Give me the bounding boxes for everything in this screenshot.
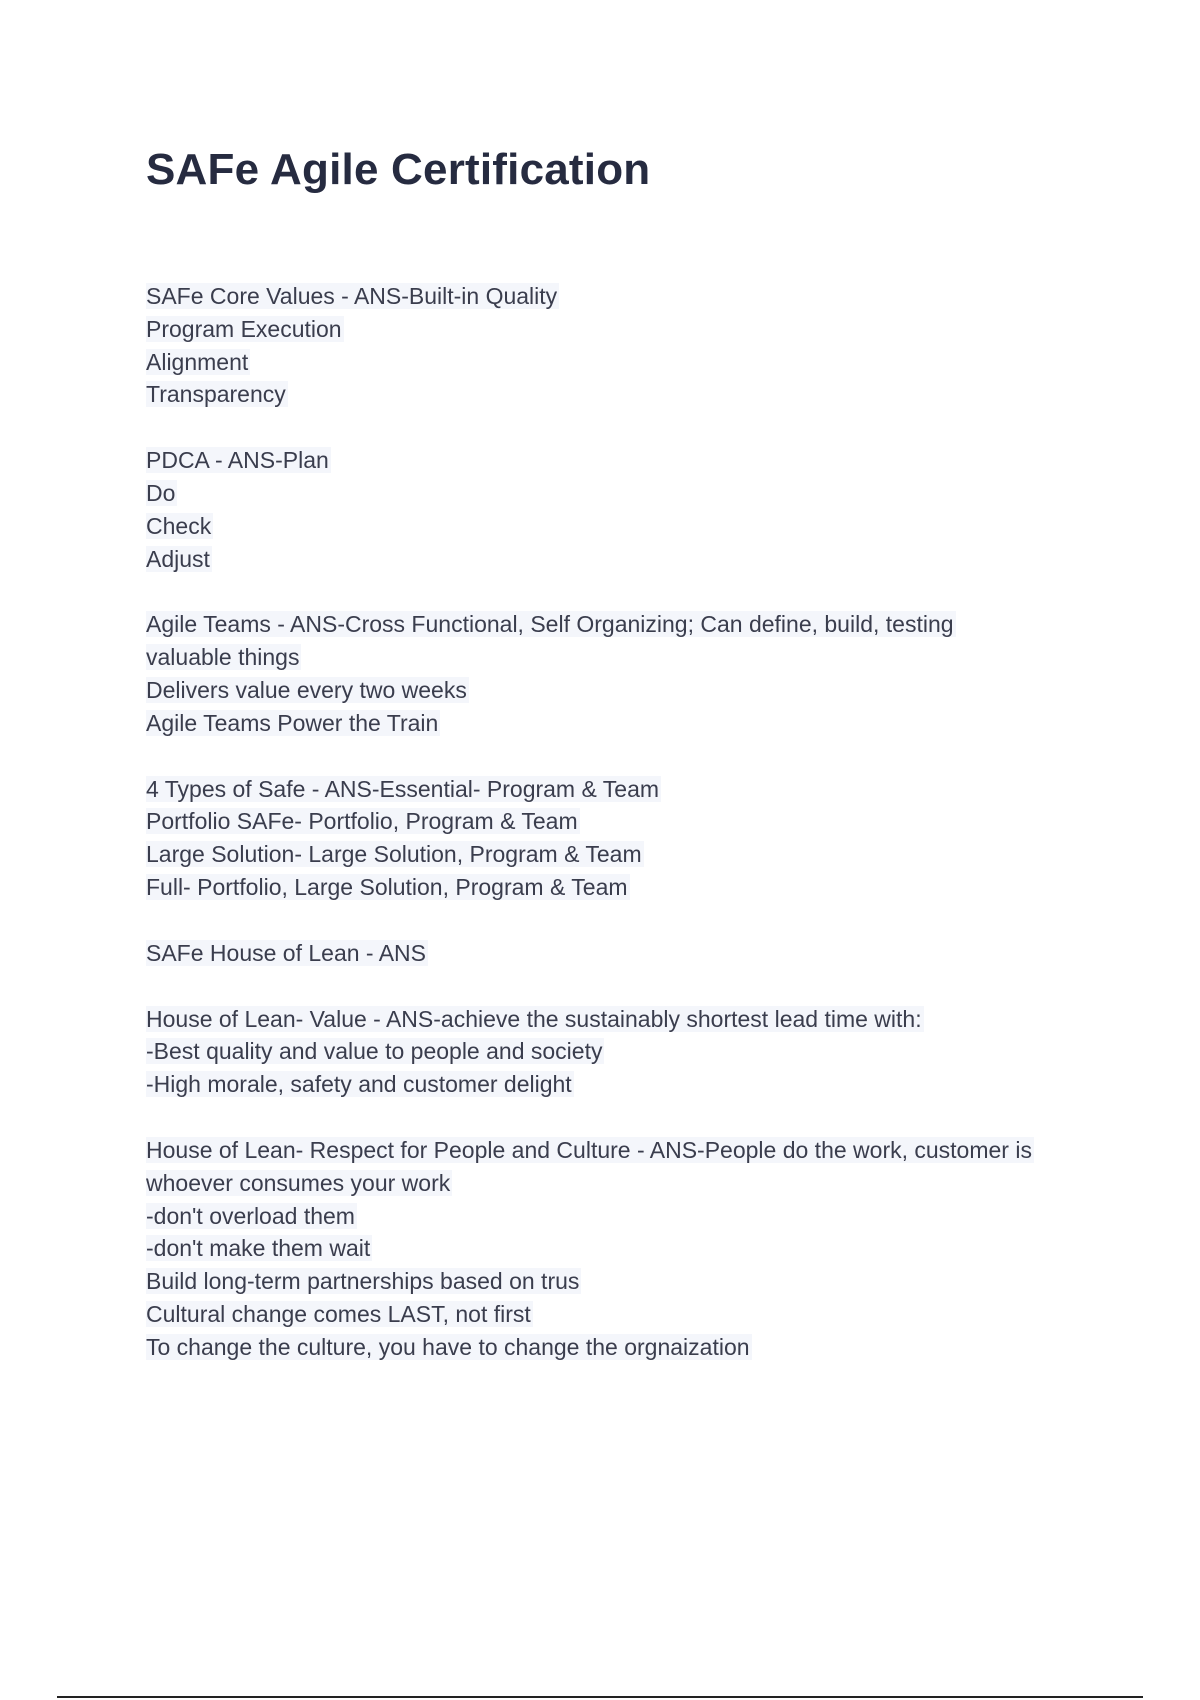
entry-answer-line (146, 1167, 1106, 1200)
entry-line-text: Agile Teams Power the Train (146, 709, 439, 736)
entry-answer-line (146, 805, 1106, 838)
entry-answer-line (146, 674, 1106, 707)
entry-answer-line (146, 871, 1106, 904)
entry-answer-line (146, 1035, 1106, 1068)
entry-line-text: 4 Types of Safe - ANS-Essential- Program & Team (146, 775, 660, 802)
document-page (146, 138, 1106, 1397)
entry-answer-line (146, 477, 1106, 510)
entry-question-line (146, 937, 1106, 970)
entry-answer-line (146, 1200, 1106, 1233)
entry-question-line (146, 1134, 1106, 1167)
entry-line-text: House of Lean- Value - ANS-achieve the sustainably shortest lead time with: (146, 1005, 922, 1032)
entry-line-text: Check (146, 512, 212, 539)
entry-line-text: Program Execution (146, 315, 342, 342)
entry-answer-line (146, 1232, 1106, 1265)
flashcard-entry (146, 280, 1106, 411)
entry-question-line (146, 773, 1106, 806)
entry-line-text: Full- Portfolio, Large Solution, Program & Team (146, 873, 628, 900)
entry-answer-line (146, 313, 1106, 346)
entry-line-text: Large Solution- Large Solution, Program & Team (146, 841, 642, 868)
entry-answer-line (146, 378, 1106, 411)
entry-line-text: Alignment (146, 348, 249, 375)
page-footer-rule (57, 1696, 1143, 1698)
entry-answer-line (146, 641, 1106, 674)
entry-answer-line (146, 510, 1106, 543)
entry-line-text: Build long-term partnerships based on trus (146, 1268, 580, 1295)
entry-answer-line (146, 543, 1106, 576)
entry-question-line (146, 1003, 1106, 1036)
flashcard-entry (146, 1134, 1106, 1364)
entry-list (146, 280, 1106, 1364)
entry-line-text: PDCA - ANS-Plan (146, 447, 329, 474)
entry-line-text: To change the culture, you have to change the orgnaization (146, 1333, 750, 1360)
entry-line-text: Agile Teams - ANS-Cross Functional, Self Organizing; Can define, build, testing (146, 611, 954, 638)
flashcard-entry (146, 773, 1106, 904)
entry-question-line (146, 444, 1106, 477)
entry-answer-line (146, 1298, 1106, 1331)
flashcard-entry (146, 1003, 1106, 1101)
entry-answer-line (146, 707, 1106, 740)
entry-answer-line (146, 1068, 1106, 1101)
entry-line-text: -don't overload them (146, 1202, 355, 1229)
flashcard-entry (146, 937, 1106, 970)
entry-answer-line (146, 346, 1106, 379)
entry-line-text: Portfolio SAFe- Portfolio, Program & Team (146, 808, 578, 835)
entry-line-text: Transparency (146, 381, 286, 408)
entry-answer-line (146, 1331, 1106, 1364)
entry-line-text: Cultural change comes LAST, not first (146, 1300, 531, 1327)
document-title: SAFe Agile Certification (146, 145, 651, 194)
entry-line-text: whoever consumes your work (146, 1169, 451, 1196)
entry-line-text: House of Lean- Respect for People and Culture - ANS-People do the work, customer is (146, 1136, 1032, 1163)
entry-line-text: Adjust (146, 545, 210, 572)
entry-line-text: Delivers value every two weeks (146, 676, 467, 703)
entry-question-line (146, 280, 1106, 313)
entry-line-text: SAFe House of Lean - ANS (146, 939, 426, 966)
entry-line-text: -Best quality and value to people and society (146, 1038, 603, 1065)
flashcard-entry (146, 608, 1106, 739)
entry-line-text: valuable things (146, 644, 300, 671)
entry-answer-line (146, 1265, 1106, 1298)
entry-line-text: Do (146, 479, 176, 506)
entry-question-line (146, 608, 1106, 641)
entry-answer-line (146, 838, 1106, 871)
flashcard-entry (146, 444, 1106, 575)
entry-line-text: -High morale, safety and customer delight (146, 1071, 572, 1098)
entry-line-text: SAFe Core Values - ANS-Built-in Quality (146, 283, 558, 309)
entry-line-text: -don't make them wait (146, 1235, 371, 1262)
